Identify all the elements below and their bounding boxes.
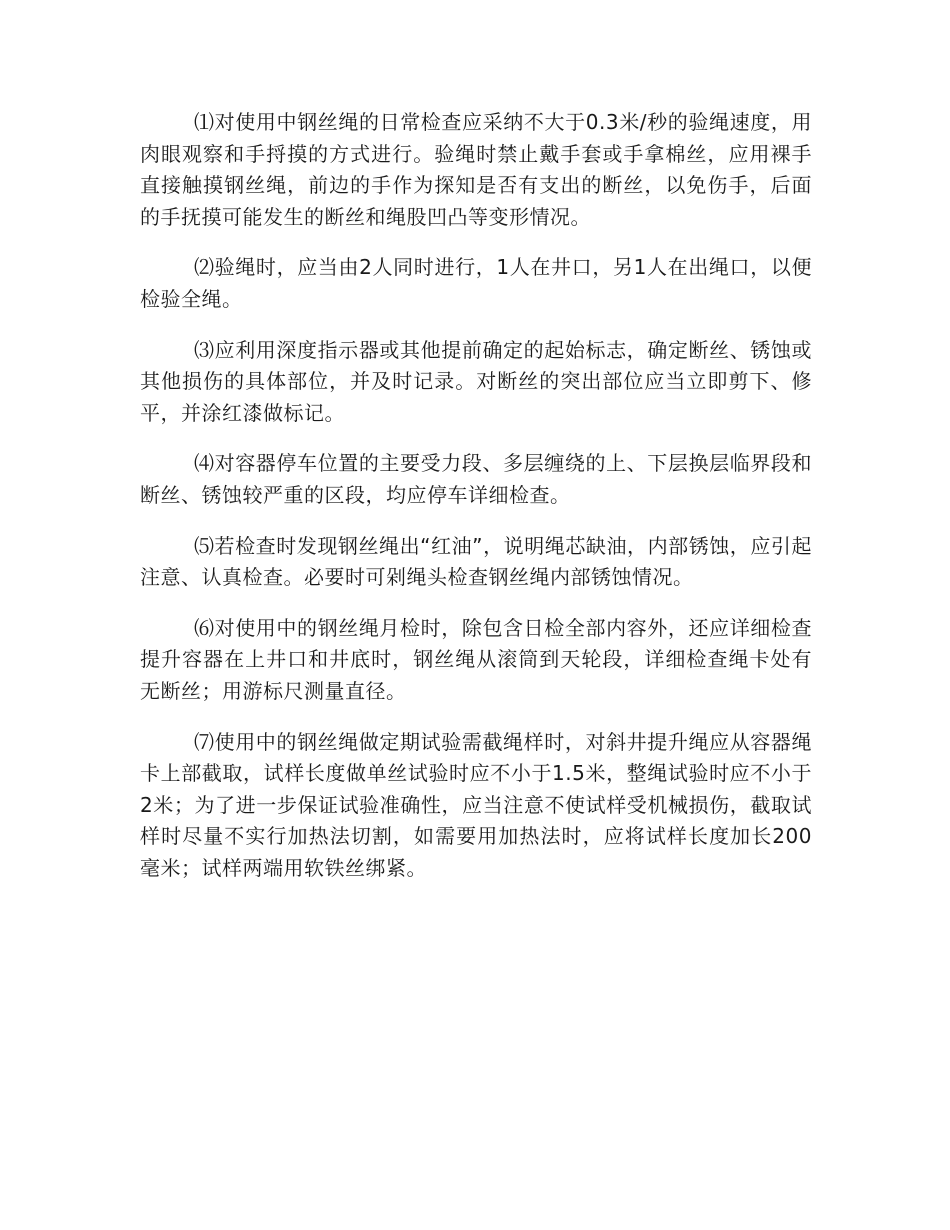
paragraph-4: ⑷对容器停车位置的主要受力段、多层缠绕的上、下层换层临界段和断丝、锈蚀较严重的区段，均应停车详细检查。 (140, 451, 812, 507)
paragraph-3: ⑶应利用深度指示器或其他提前确定的起始标志，确定断丝、锈蚀或其他损伤的具体部位，并及时记录。对断丝的突出部位应当立即剪下、修平，并涂红漆做标记。 (140, 337, 812, 425)
document-body (140, 107, 812, 903)
paragraph-1: ⑴对使用中钢丝绳的日常检查应采纳不大于0.3米/秒的验绳速度，用肉眼观察和手捋摸的方式进行。验绳时禁止戴手套或手拿棉丝，应用裸手直接触摸钢丝绳，前边的手作为探知是否有支出的断丝，以免伤手，后面的手抚摸可能发生的断丝和绳股凹凸等变形情况。 (140, 110, 812, 229)
paragraph-5: ⑸若检查时发现钢丝绳出“红油”，说明绳芯缺油，内部锈蚀，应引起注意、认真检查。必要时可剁绳头检查钢丝绳内部锈蚀情况。 (140, 533, 812, 590)
paragraph-7: ⑺使用中的钢丝绳做定期试验需截绳样时，对斜井提升绳应从容器绳卡上部截取，试样长度做单丝试验时应不小于1.5米，整绳试验时应不小于2米；为了进一步保证试验准确性，应当注意不使试样受机械损伤，截取试样时尽量不实行加热法切割，如需要用加热法时，应将试样长度加长200毫米；试样两端用软铁丝绑紧。 (140, 729, 812, 880)
paragraph-2: ⑵验绳时，应当由2人同时进行，1人在井口，另1人在出绳口，以便检验全绳。 (140, 255, 812, 311)
paragraph-6: ⑹对使用中的钢丝绳月检时，除包含日检全部内容外，还应详细检查提升容器在上井口和井底时，钢丝绳从滚筒到天轮段，详细检查绳卡处有无断丝；用游标尺测量直径。 (140, 615, 812, 703)
